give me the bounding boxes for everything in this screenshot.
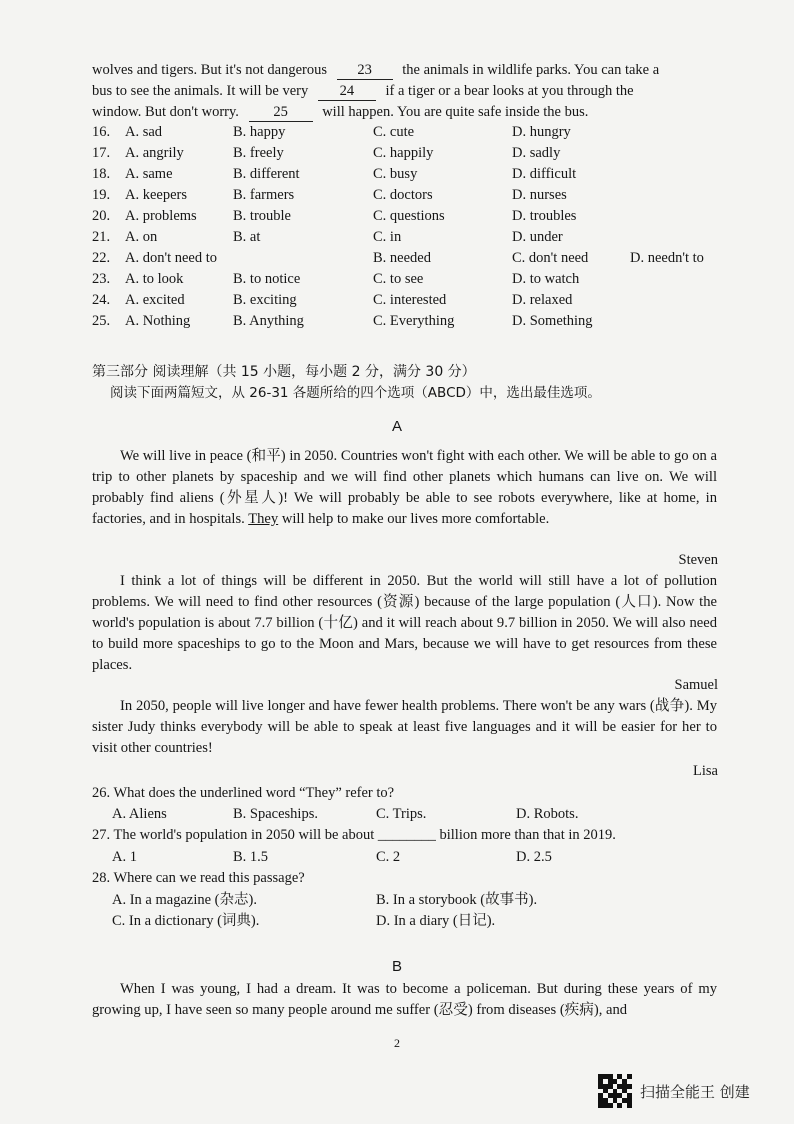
option-b: B. 1.5 bbox=[233, 849, 269, 865]
question-number: 24. bbox=[92, 292, 111, 308]
blank-25: 25 bbox=[249, 104, 313, 122]
scanner-watermark bbox=[598, 1074, 750, 1108]
option-d: D. needn't to bbox=[630, 250, 704, 266]
blank-24: 24 bbox=[318, 83, 376, 101]
option-b: B. In a storybook (故事书). bbox=[376, 892, 538, 908]
passage-b-paragraph-1: When I was young, I had a dream. It was to become a policeman. But during these years of my growing up, I have seen so many people around me suffer (忍受) from diseases (疾病), and bbox=[92, 981, 717, 1018]
option-b: B. at bbox=[233, 229, 261, 245]
passage-a-paragraph-2: I think a lot of things will be different in 2050. But the world will still have a lot of pollution problems. We will need to find other resources (资源) because of the large population (人口). Now the world's population is about 7.7 billion (十亿) and it will reach about 9.7 billion in 2050. We will also need to build more spaceships to go to the Moon and Mars, because we will have to get resources from these places. bbox=[92, 573, 717, 673]
option-b: B. needed bbox=[373, 250, 431, 266]
cloze-text: if a tiger or a bear looks at you through the bbox=[385, 83, 634, 99]
question-stem: 28. Where can we read this passage? bbox=[92, 870, 305, 886]
passage-a-paragraph-1: We will live in peace (和平) in 2050. Countries won't fight with each other. We will be able to go on a trip to other planets by spaceship and we will find other planets which humans can live on. We will probably find aliens (外星人)! We will probably be able to see robots everywhere, like at home, in factories, and in hospitals. They will help to make our lives more comfortable. bbox=[92, 448, 717, 527]
option-b: B. different bbox=[233, 166, 300, 182]
question-number: 25. bbox=[92, 313, 111, 329]
option-b: B. exciting bbox=[233, 292, 297, 308]
option-b: B. trouble bbox=[233, 208, 291, 224]
option-a: A. don't need to bbox=[125, 250, 218, 266]
option-c: C. In a dictionary (词典). bbox=[112, 913, 260, 929]
option-d: D. Robots. bbox=[516, 806, 579, 822]
option-d: D. sadly bbox=[512, 145, 561, 161]
option-a: A. 1 bbox=[112, 849, 137, 865]
cloze-line-1 bbox=[92, 60, 732, 80]
option-c: C. Trips. bbox=[376, 806, 427, 822]
cloze-text: will happen. You are quite safe inside the bus. bbox=[322, 104, 589, 120]
option-c: C. happily bbox=[373, 145, 434, 161]
option-d: D. 2.5 bbox=[516, 849, 552, 865]
option-d: D. under bbox=[512, 229, 563, 245]
option-a: A. to look bbox=[125, 271, 184, 287]
option-d: D. Something bbox=[512, 313, 593, 329]
question-number: 18. bbox=[92, 166, 111, 182]
cloze-line-3 bbox=[92, 102, 732, 122]
section-instruction: 阅读下面两篇短文，从 26-31 各题所给的四个选项（ABCD）中，选出最佳选项。 bbox=[110, 385, 601, 401]
watermark-text: 扫描全能王 创建 bbox=[640, 1082, 750, 1101]
option-a: A. angrily bbox=[125, 145, 184, 161]
option-c: C. questions bbox=[373, 208, 445, 224]
question-stem: 26. What does the underlined word “They” refer to? bbox=[92, 785, 395, 801]
question-number: 19. bbox=[92, 187, 111, 203]
option-a: A. on bbox=[125, 229, 158, 245]
option-b: B. Spaceships. bbox=[233, 806, 318, 822]
option-c: C. 2 bbox=[376, 849, 401, 865]
question-number: 20. bbox=[92, 208, 111, 224]
question-number: 17. bbox=[92, 145, 111, 161]
question-number: 23. bbox=[92, 271, 111, 287]
option-c: C. don't need bbox=[512, 250, 589, 266]
option-d: D. troubles bbox=[512, 208, 577, 224]
option-c: C. doctors bbox=[373, 187, 433, 203]
option-d: D. to watch bbox=[512, 271, 580, 287]
cloze-text: window. But don't worry. bbox=[92, 104, 239, 120]
question-number: 22. bbox=[92, 250, 111, 266]
page-number: 2 bbox=[394, 1036, 400, 1050]
option-b: B. happy bbox=[233, 124, 286, 140]
option-c: C. to see bbox=[373, 271, 424, 287]
underlined-word: They bbox=[248, 511, 279, 527]
cloze-text: wolves and tigers. But it's not dangerous bbox=[92, 62, 327, 78]
option-d: D. In a diary (日记). bbox=[376, 913, 496, 929]
option-a: A. same bbox=[125, 166, 173, 182]
option-b: B. farmers bbox=[233, 187, 295, 203]
option-c: C. cute bbox=[373, 124, 415, 140]
qr-code-icon bbox=[598, 1074, 632, 1108]
author-name: Lisa bbox=[693, 763, 718, 779]
section-title: 第三部分 阅读理解（共 15 小题，每小题 2 分，满分 30 分） bbox=[92, 364, 476, 380]
option-a: A. sad bbox=[125, 124, 163, 140]
option-d: D. hungry bbox=[512, 124, 571, 140]
cloze-text: the animals in wildlife parks. You can take a bbox=[402, 62, 660, 78]
option-a: A. Nothing bbox=[125, 313, 191, 329]
option-a: A. keepers bbox=[125, 187, 188, 203]
option-c: C. in bbox=[373, 229, 402, 245]
passage-a-paragraph-3: In 2050, people will live longer and have fewer health problems. There won't be any wars (战争). My sister Judy thinks everybody will be able to speak at least five languages and it will be easier for her to visit other countries! bbox=[92, 698, 717, 756]
option-c: C. interested bbox=[373, 292, 447, 308]
option-c: C. Everything bbox=[373, 313, 455, 329]
cloze-text: bus to see the animals. It will be very bbox=[92, 83, 309, 99]
option-d: D. relaxed bbox=[512, 292, 573, 308]
option-b: B. Anything bbox=[233, 313, 304, 329]
option-a: A. Aliens bbox=[112, 806, 167, 822]
option-b: B. to notice bbox=[233, 271, 301, 287]
blank-23: 23 bbox=[337, 62, 393, 80]
author-name: Samuel bbox=[674, 677, 718, 693]
option-b: B. freely bbox=[233, 145, 284, 161]
option-a: A. In a magazine (杂志). bbox=[112, 892, 257, 908]
option-a: A. problems bbox=[125, 208, 197, 224]
option-a: A. excited bbox=[125, 292, 185, 308]
cloze-line-2 bbox=[92, 81, 732, 101]
author-name: Steven bbox=[678, 552, 718, 568]
question-number: 21. bbox=[92, 229, 111, 245]
passage-a-label: A bbox=[391, 418, 402, 435]
question-stem: 27. The world's population in 2050 will be about ________ billion more than that in 2019. bbox=[92, 827, 616, 843]
option-c: C. busy bbox=[373, 166, 418, 182]
option-d: D. difficult bbox=[512, 166, 577, 182]
question-number: 16. bbox=[92, 124, 111, 140]
passage-b-label: B bbox=[391, 958, 402, 975]
option-d: D. nurses bbox=[512, 187, 567, 203]
